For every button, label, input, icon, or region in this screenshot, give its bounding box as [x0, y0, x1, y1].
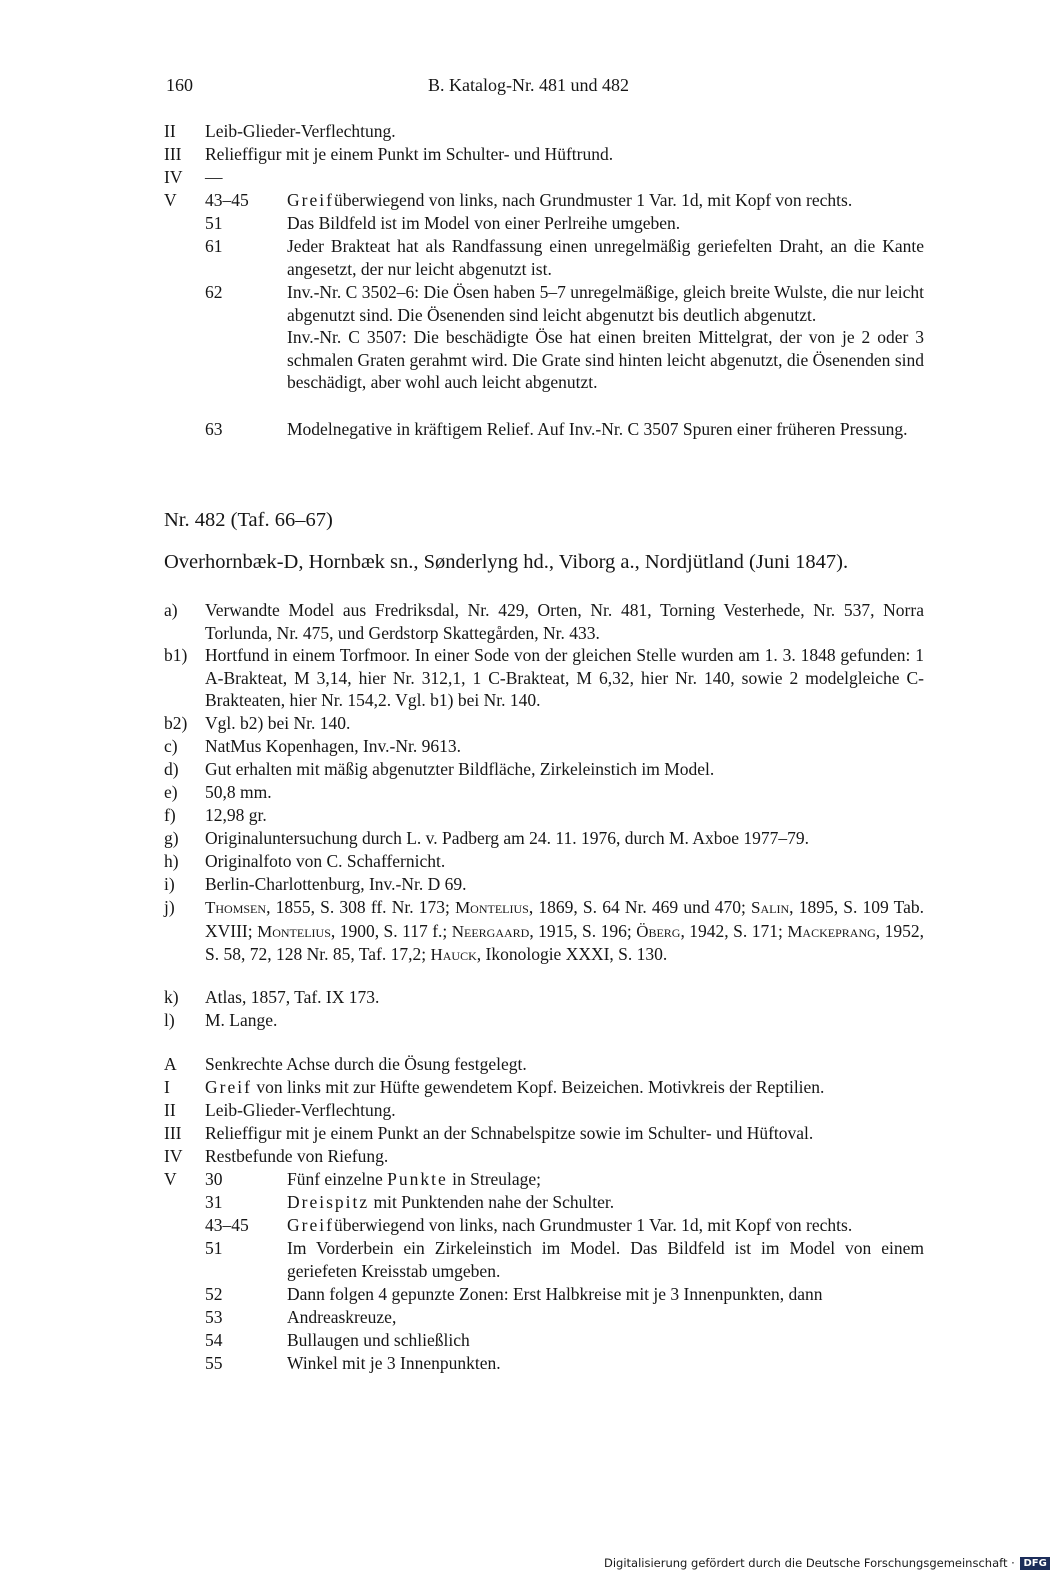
bibliography: Thomsen, 1855, S. 308 ff. Nr. 173; Montelius, 1869, S. 64 Nr. 469 und 470; Salin, 1895, S. 109 Tab. XVIII; Montelius, 1900, S. 117 f.; Neergaard, 1915, S. 196; Öberg, 1942, S. 171; Mackeprang, 1952, S. 58, 72, 128 Nr. 85, Taf. 17,2; Hauck, Ikonologie XXXI, S. 130.: [205, 897, 924, 965]
spaced-word: Punkte: [387, 1169, 448, 1189]
catalog-page: 160 B. Katalog-Nr. 481 und 482 II Leib-Glieder-Verflechtung. III Relieffigur mit je einem Punkt im Schulter- und Hüftrund. IV — V 43–45 Greifüberwiegend von links, nach Grundmuster 1 Var. 1d, mit Kopf von rechts. 51 Das Bildfeld ist im Model von einer Perlreihe umgeben. 61 Jeder Brakteat hat als Randfassung einen unregelmäßig geriefelten Draht, an die Kante angesetzt, der nur leicht abgenutzt ist. 62 Inv.-Nr. C 3502–6: Die Ösen haben 5–7 unregelmäßige, gleich breite Wulste, die nur leicht abgenutzt sind. Die Ösenenden sind leicht abgenutzt bis deutlich abgenutzt. Inv.-Nr. C 3507: Die beschädigte Öse hat einen breiten Mittelgrat, der von je 2 oder 3 schmalen Graten gerahmt wird. Die Grate sind hinten leicht abgenutzt, die Ösenenden sind beschädigt, aber wohl auch leicht abgenutzt. 63 Modelnegative in kräftigem Relief. Auf Inv.-Nr. C 3507 Spuren einer früheren Pressung. Nr. 482 (Taf. 66–67) Overhornbæk-D, Hornbæk sn., Sønderlyng hd., Viborg a., Nordjütland (Juni 1847). a) Verwandte Model aus Fredriksdal, Nr. 429, Orten, Nr. 481, Torning Vesterhede, Nr. 537, Norra Torlunda, Nr. 475, und Gerdstorp Skattegården, Nr. 433. b1) Hortfund in einem Torfmoor. In einer Sode von der gleichen Stelle wurden am 1. 3. 1848 gefunden: 1 A-Brakteat, M 3,14, hier Nr. 312,1, 1 C-Brakteat, M 6,32, hier Nr. 140, sowie 2 modelgleiche C-Brakteaten, hier Nr. 154,2. Vgl. b1) bei Nr. 140. b2) Vgl. b2) bei Nr. 140. c) NatMus Kopenhagen, Inv.-Nr. 9613. d) Gut erhalten mit mäßig abgenutzter Bildfläche, Zirkeleinstich im Model. e) 50,8 mm. f) 12,98 gr. g) Originaluntersuchung durch L. v. Padberg am 24. 11. 1976, durch M. Axboe 1977–79. h) Originalfoto von C. Schaffernicht. i) Berlin-Charlottenburg, Inv.-Nr. D 69. j) Thomsen, 1855, S. 308 ff. Nr. 173; Montelius, 1869, S. 64 Nr. 469 und 470; Salin, 1895, S. 109 Tab. XVIII; Montelius, 1900, S. 117 f.; Neergaard, 1915, S. 196; Öberg, 1942, S. 171; Mackeprang, 1952, S. 58, 72, 128 Nr. 85, Taf. 17,2; Hauck, Ikonologie XXXI, S. 130. k) Atlas, 1857, Taf. IX 173. l) M. Lange. A Senkrechte Achse durch die Ösung festgelegt. I Greif von links mit zur Hüfte gewendetem Kopf. Beizeichen. Motivkreis der Reptilien. II Leib-Glieder-Verflechtung. III Relieffigur mit je einem Punkt an der Schnabelspitze sowie im Schulter- und Hüftoval. IV Restbefunde von Riefung. V 30 Fünf einzelne Punkte in Streulage; 31 Dreispitz mit Punktenden nahe der Schulter. 43–45 Greifüberwiegend von links, nach Grundmuster 1 Var. 1d, mit Kopf von rechts. 51 Im Vorderbein ein Zirkeleinstich im Model. Das Bildfeld ist im Model von einem geriefeten Kreisstab umgeben. 52 Dann folgen 4 gepunzte Zonen: Erst Halbkreise mit je 3 Innenpunkten, dann 53 Andreaskreuze, 54 Bullaugen und schließlich 55 Winkel mit je 3 Innenpunkten. Digitalisierung gefördert durch die Deutsche Forschungsgemeinschaft · DFG: [0, 0, 1000, 1579]
page-header: [0, 75, 1000, 101]
entry-location: Overhornbæk-D, Hornbæk sn., Sønderlyng hd., Viborg a., Nordjütland (Juni 1847).: [164, 551, 849, 573]
entry-heading: Nr. 482 (Taf. 66–67): [164, 509, 333, 531]
digitization-footer: [604, 1556, 1050, 1570]
spaced-word: Greif: [205, 1077, 252, 1097]
dfg-logo: DFG: [1020, 1557, 1049, 1570]
footer-text: Digitalisierung gefördert durch die Deutsche Forschungsgemeinschaft ·: [604, 1556, 1015, 1570]
running-title: B. Katalog-Nr. 481 und 482: [428, 75, 629, 95]
spaced-word: Greif: [287, 1215, 334, 1235]
spaced-word: Dreispitz: [287, 1192, 370, 1212]
spaced-word: Greif: [287, 190, 334, 210]
page-number: 160: [166, 75, 193, 95]
